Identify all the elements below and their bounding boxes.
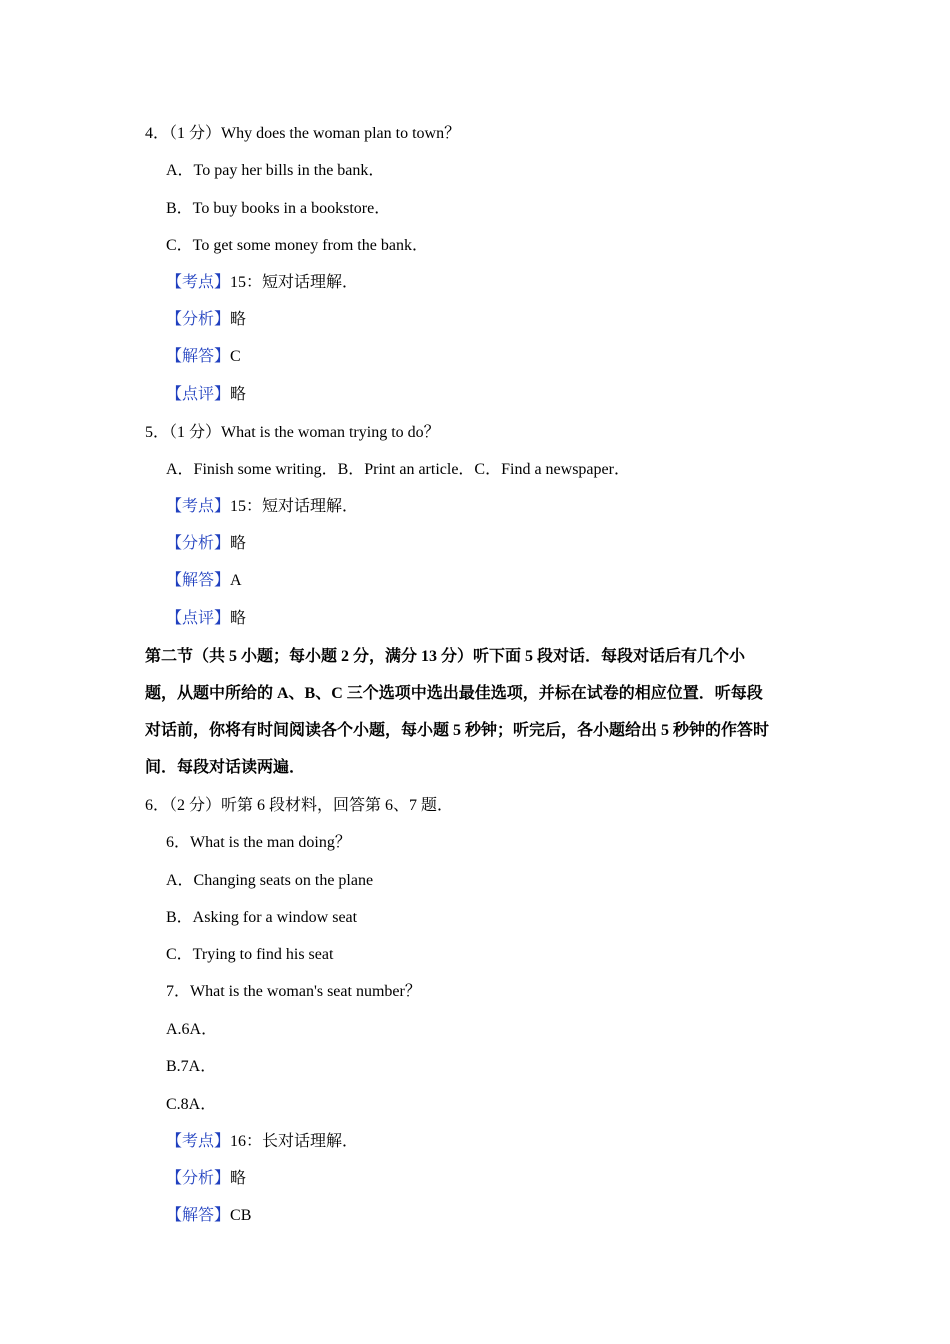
section-2-instructions-line-4: 间．每段对话读两遍．: [145, 759, 306, 776]
fenxi-text: 略: [230, 1170, 247, 1187]
sub-question-6: 6．What is the man doing？: [166, 834, 351, 851]
fenxi-text: 略: [230, 311, 247, 328]
sub-question-6-option-c: C．Trying to find his seat: [166, 946, 334, 963]
sub-question-7-option-c: C.8A．: [166, 1096, 217, 1113]
question-4-option-a: A．To pay her bills in the bank．: [166, 162, 385, 179]
sub-question-7: 7．What is the woman's seat number？: [166, 983, 421, 1000]
question-5-kaodian: [166, 497, 358, 517]
question-4-jieda: [166, 347, 241, 367]
question-6-fenxi: [166, 1169, 246, 1189]
fenxi-tag: 【分析】: [166, 1170, 231, 1187]
question-5-fenxi: [166, 534, 246, 554]
kaodian-tag: 【考点】: [166, 498, 231, 515]
question-4-option-b: B．To buy books in a bookstore．: [166, 200, 391, 217]
question-4-stem: 4．（1 分）Why does the woman plan to town？: [145, 125, 461, 142]
kaodian-text: 15：短对话理解．: [230, 274, 359, 291]
question-4-dianping: [166, 385, 246, 405]
sub-question-6-option-b: B．Asking for a window seat: [166, 909, 358, 926]
jieda-text: A: [230, 572, 242, 589]
dianping-tag: 【点评】: [166, 610, 231, 627]
dianping-tag: 【点评】: [166, 386, 231, 403]
jieda-text: C: [230, 348, 241, 365]
question-5-stem: 5．（1 分）What is the woman trying to do？: [145, 424, 440, 441]
question-4-kaodian: [166, 273, 358, 293]
section-2-instructions-line-2: 题，从题中所给的 A、B、C 三个选项中选出最佳选项，并标在试卷的相应位置．听每段: [145, 685, 763, 702]
jieda-tag: 【解答】: [166, 1207, 231, 1224]
question-6-stem: 6．（2 分）听第 6 段材料，回答第 6、7 题．: [145, 797, 454, 814]
kaodian-text: 15：短对话理解．: [230, 498, 359, 515]
fenxi-tag: 【分析】: [166, 535, 231, 552]
dianping-text: 略: [230, 386, 247, 403]
kaodian-tag: 【考点】: [166, 274, 231, 291]
jieda-tag: 【解答】: [166, 572, 231, 589]
jieda-tag: 【解答】: [166, 348, 231, 365]
question-4-fenxi: [166, 310, 246, 330]
fenxi-tag: 【分析】: [166, 311, 231, 328]
question-5-options: A．Finish some writing．B．Print an article．C．Find a newspaper．: [166, 461, 630, 478]
jieda-text: CB: [230, 1207, 252, 1224]
question-5-dianping: [166, 609, 246, 629]
sub-question-7-option-b: B.7A．: [166, 1058, 217, 1075]
kaodian-text: 16：长对话理解．: [230, 1133, 359, 1150]
question-5-jieda: [166, 571, 242, 591]
question-6-kaodian: [166, 1132, 358, 1152]
question-6-jieda: [166, 1206, 251, 1226]
section-2-instructions-line-1: 第二节（共 5 小题；每小题 2 分，满分 13 分）听下面 5 段对话．每段对话后有几个小: [145, 648, 746, 665]
sub-question-7-option-a: A.6A．: [166, 1021, 218, 1038]
question-4-option-c: C．To get some money from the bank．: [166, 237, 428, 254]
sub-question-6-option-a: A．Changing seats on the plane: [166, 872, 374, 889]
dianping-text: 略: [230, 610, 247, 627]
section-2-instructions-line-3: 对话前，你将有时间阅读各个小题，每小题 5 秒钟；听完后，各小题给出 5 秒钟的作答时: [145, 722, 770, 739]
fenxi-text: 略: [230, 535, 247, 552]
kaodian-tag: 【考点】: [166, 1133, 231, 1150]
